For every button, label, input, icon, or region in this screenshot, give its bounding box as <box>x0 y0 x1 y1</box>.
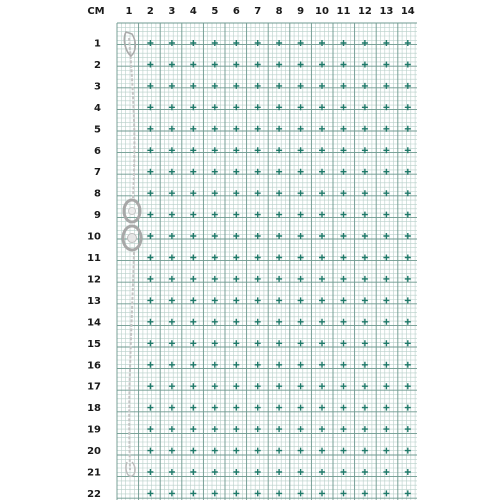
left-ruler-label: 14 <box>87 317 101 329</box>
left-ruler-label: 5 <box>94 124 101 136</box>
left-ruler-label: 13 <box>87 295 101 307</box>
top-ruler-label: 13 <box>379 6 394 17</box>
unit-label: СМ <box>87 6 105 17</box>
left-ruler-label: 19 <box>87 424 101 436</box>
top-ruler-label: 4 <box>189 6 197 17</box>
left-ruler-label: 10 <box>87 231 101 243</box>
top-ruler-label: 12 <box>357 6 372 17</box>
top-ruler-label: 8 <box>275 6 283 17</box>
left-ruler-label: 2 <box>94 60 101 71</box>
left-ruler-label: 20 <box>87 446 101 458</box>
left-ruler-label: 21 <box>87 467 101 479</box>
left-ruler-label: 22 <box>87 488 101 500</box>
left-ruler-label: 1 <box>94 38 101 50</box>
left-ruler-label: 15 <box>87 338 101 350</box>
left-ruler-label: 8 <box>94 188 101 200</box>
left-ruler-label: 6 <box>94 145 101 157</box>
top-ruler-label: 1 <box>125 6 133 17</box>
left-ruler-label: 4 <box>94 102 101 114</box>
top-ruler-label: 11 <box>336 6 351 17</box>
left-ruler-label: 11 <box>87 253 101 264</box>
top-ruler-label: 10 <box>315 6 329 17</box>
left-ruler-label: 18 <box>87 403 101 415</box>
top-ruler-label: 7 <box>254 6 262 17</box>
top-ruler-label: 14 <box>400 6 415 17</box>
top-ruler-label: 6 <box>232 6 240 17</box>
left-ruler-label: 17 <box>87 381 101 393</box>
left-ruler-label: 16 <box>87 360 101 372</box>
left-ruler-label: 3 <box>94 81 101 93</box>
left-ruler-label: 7 <box>94 167 101 179</box>
left-ruler-label: 12 <box>87 274 101 286</box>
top-ruler-label: 3 <box>168 6 176 17</box>
top-ruler-label: 2 <box>146 6 154 17</box>
top-ruler-label: 9 <box>297 6 305 17</box>
left-ruler-label: 9 <box>94 210 101 222</box>
top-ruler-label: 5 <box>211 6 219 17</box>
